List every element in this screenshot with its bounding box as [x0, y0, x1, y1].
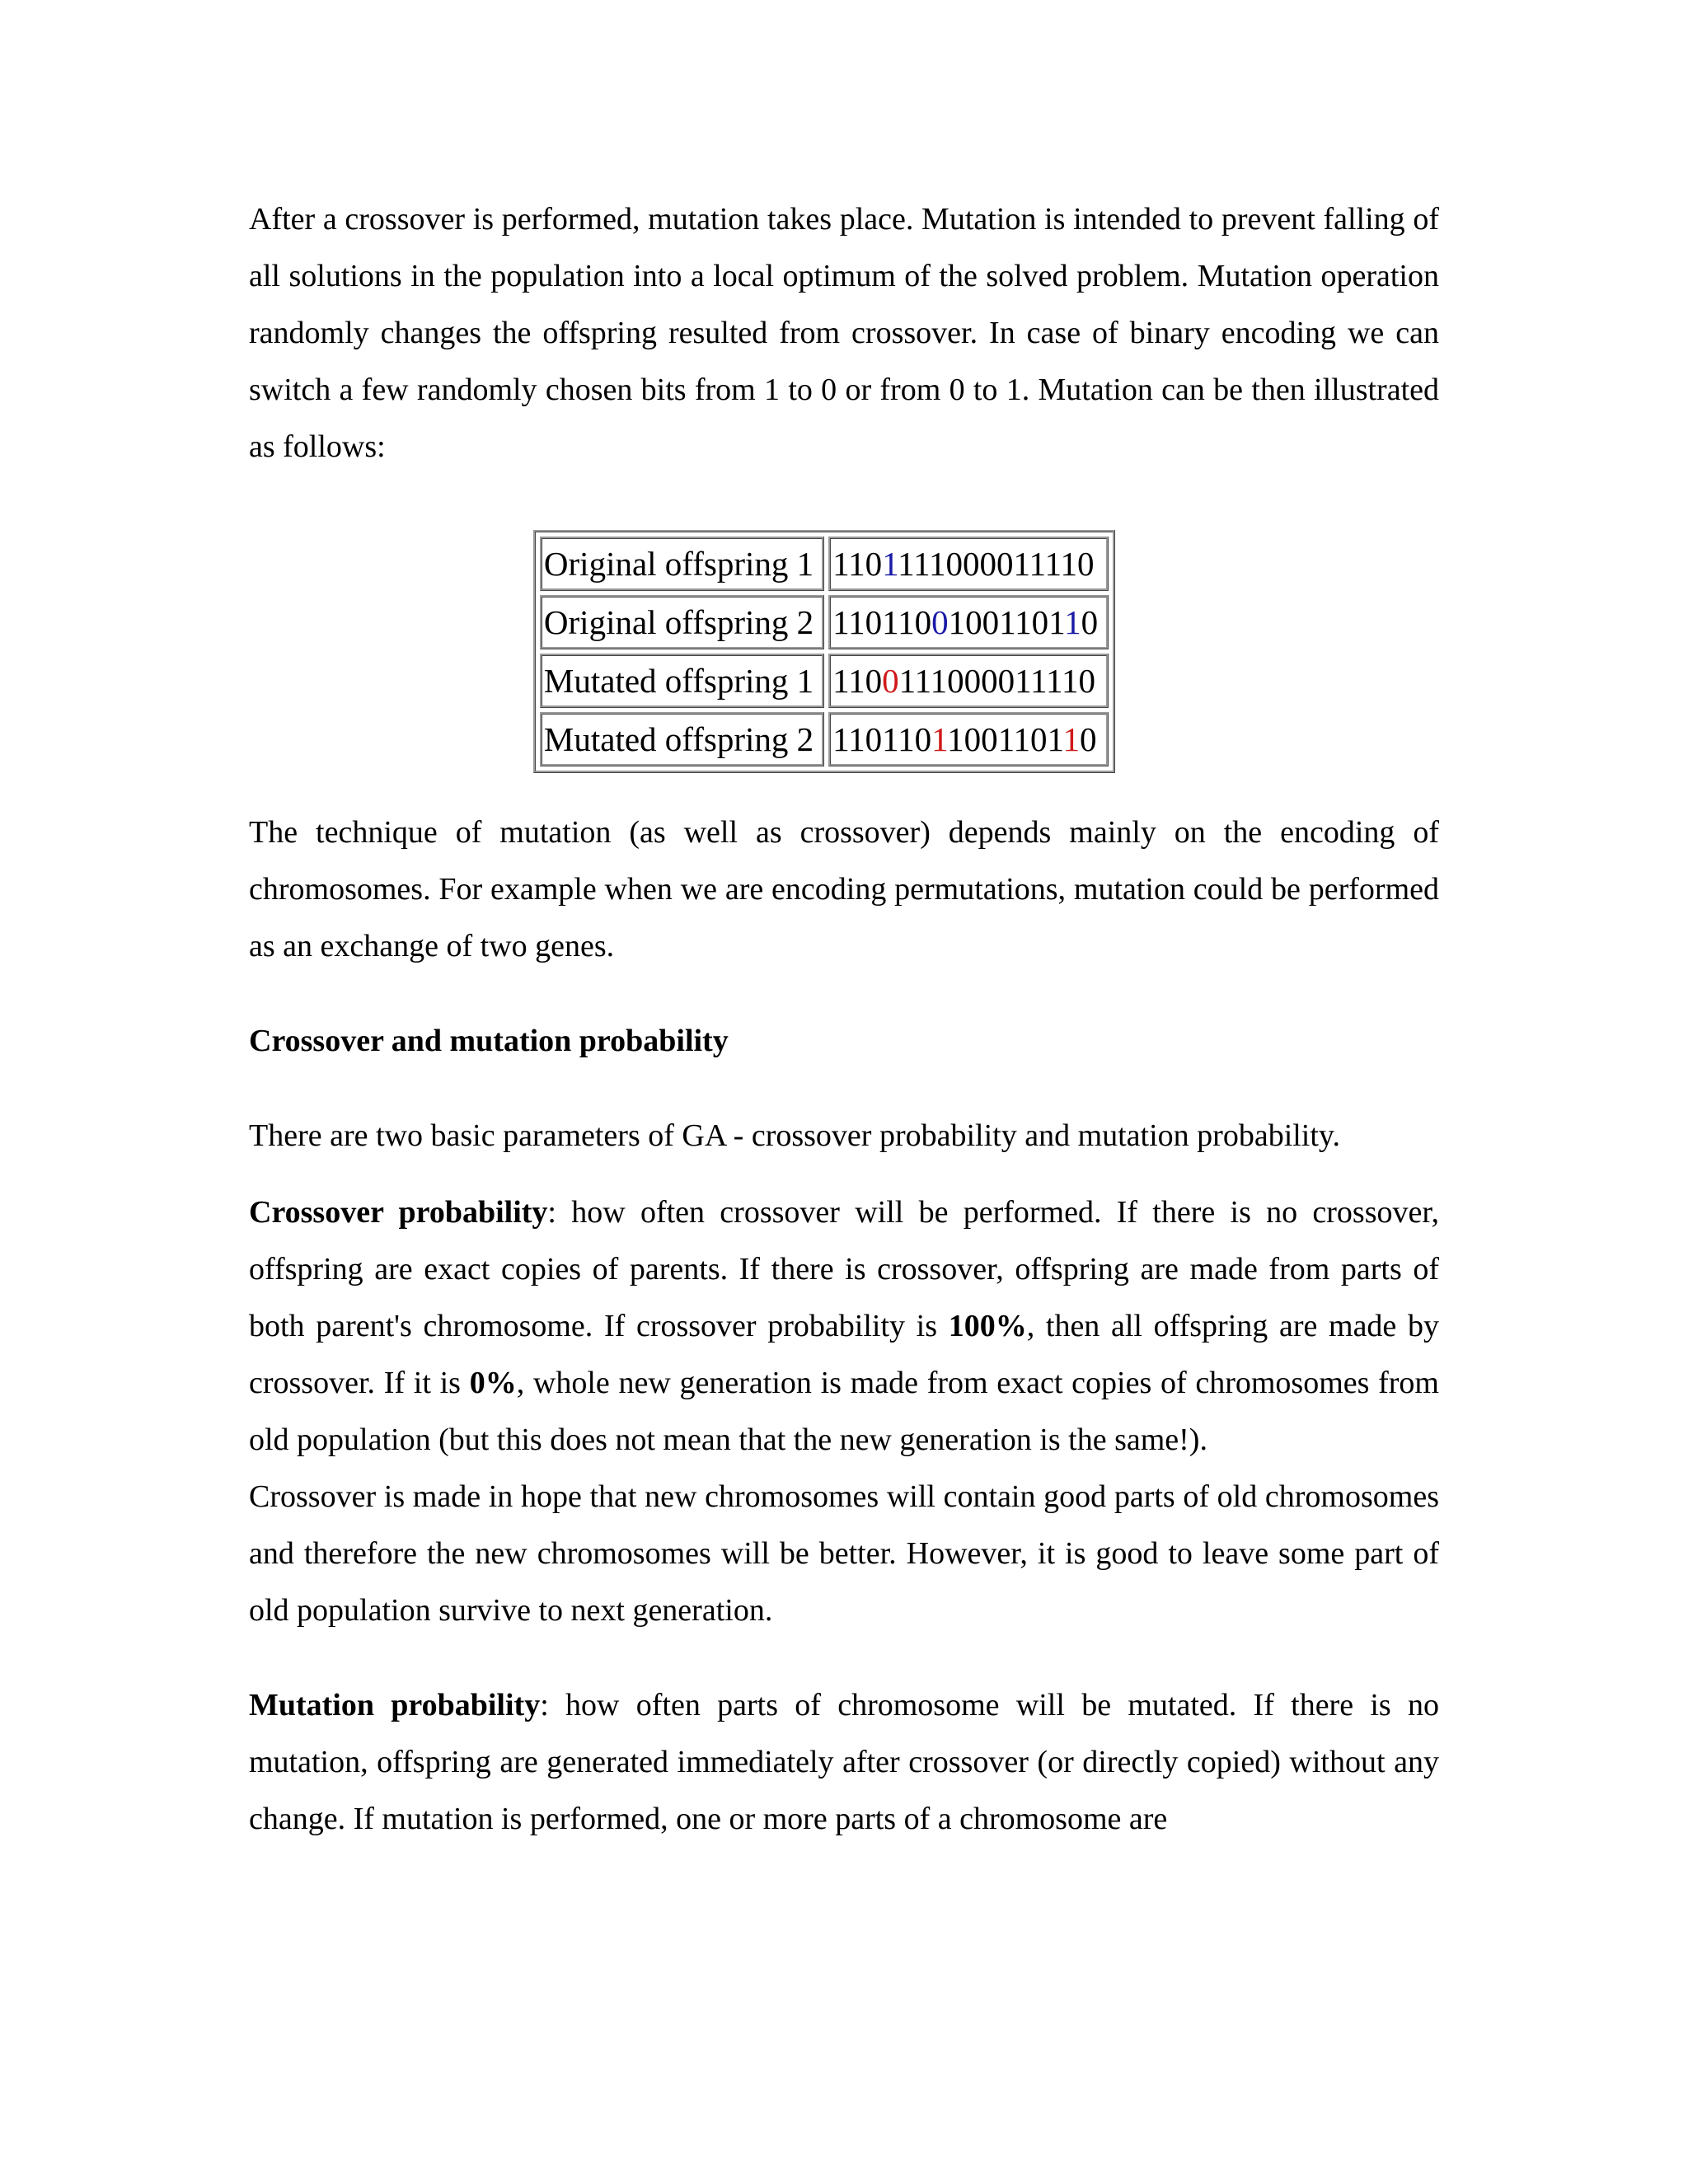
- table-row: [540, 595, 1109, 649]
- crossover-probability-paragraph: [249, 1184, 1439, 1469]
- technique-paragraph: The technique of mutation (as well as crossover) depends mainly on the encoding of chromosomes. For example when we are encoding permutations, mutation could be performed as an exchange of two genes.: [249, 815, 1439, 963]
- offspring-bits: [828, 712, 1109, 766]
- table-row: [540, 537, 1109, 591]
- offspring-label: Original offspring 1: [540, 537, 824, 591]
- crossover-probability-0: 0%: [469, 1366, 517, 1400]
- bits-post: 0: [1081, 603, 1099, 641]
- mutation-table-wrapper: [249, 530, 1439, 773]
- changed-bit: 0: [931, 603, 949, 641]
- offspring-label: Mutated offspring 1: [540, 654, 824, 708]
- offspring-bits: [828, 654, 1109, 708]
- bits-pre: 110: [832, 545, 883, 583]
- crossover-probability-term: Crossover probability: [249, 1195, 548, 1230]
- bits-mid: 111000011110: [898, 545, 1095, 583]
- table-row: [540, 712, 1109, 766]
- changed-bit: 0: [882, 662, 899, 700]
- bits-mid: 1001101: [947, 720, 1063, 758]
- bits-mid: 1001101: [948, 603, 1065, 641]
- bits-pre: 110: [832, 662, 883, 700]
- document-page: [249, 191, 1439, 1848]
- bits-post: 0: [1080, 720, 1097, 758]
- changed-bit-2: 1: [1064, 603, 1081, 641]
- changed-bit: 1: [931, 720, 948, 758]
- changed-bit-2: 1: [1062, 720, 1081, 758]
- mutation-probability-paragraph: [249, 1677, 1439, 1848]
- bits-pre: 110110: [832, 603, 932, 641]
- table-row: [540, 654, 1109, 708]
- section-heading: Crossover and mutation probability: [249, 1024, 729, 1058]
- crossover-probability-text2: , then all offspring are made by crossover. If it is: [249, 1309, 1439, 1400]
- crossover-probability-text1: : how often crossover will be performed. If there is no crossover, offspring are exact copies of parents. If there is crossover, offspring are made from parts of both parent's chromosome. If crossover probability is: [249, 1195, 1439, 1343]
- crossover-probability-text3: , whole new generation is made from exact copies of chromosomes from old population (but this does not mean that the new generation is the same!).: [249, 1366, 1439, 1457]
- mutation-table: [533, 530, 1115, 773]
- crossover-probability-100: 100%: [948, 1309, 1027, 1343]
- crossover-hope-paragraph: Crossover is made in hope that new chromosomes will contain good parts of old chromosomes and therefore the new chromosomes will be better. However, it is good to leave some part of old population survive to next generation.: [249, 1479, 1439, 1628]
- bits-pre: 110110: [832, 720, 932, 758]
- offspring-label: Mutated offspring 2: [540, 712, 824, 766]
- mutation-probability-term: Mutation probability: [249, 1688, 541, 1722]
- changed-bit: 1: [882, 545, 898, 583]
- params-paragraph: There are two basic parameters of GA - crossover probability and mutation probability.: [249, 1118, 1340, 1153]
- offspring-bits: [828, 595, 1109, 649]
- mutation-probability-text1: : how often parts of chromosome will be mutated. If there is no mutation, offspring are generated immediately after crossover (or directly copied) without any change. If mutation is performed, one or more parts of a chromosome are: [249, 1688, 1439, 1836]
- offspring-bits: [828, 537, 1109, 591]
- bits-mid: 111000011110: [898, 662, 1096, 700]
- offspring-label: Original offspring 2: [540, 595, 824, 649]
- intro-paragraph: After a crossover is performed, mutation takes place. Mutation is intended to prevent falling of all solutions in the population into a local optimum of the solved problem. Mutation operation randomly changes the offspring resulted from crossover. In case of binary encoding we can switch a few randomly chosen bits from 1 to 0 or from 0 to 1. Mutation can be then illustrated as follows:: [249, 202, 1439, 464]
